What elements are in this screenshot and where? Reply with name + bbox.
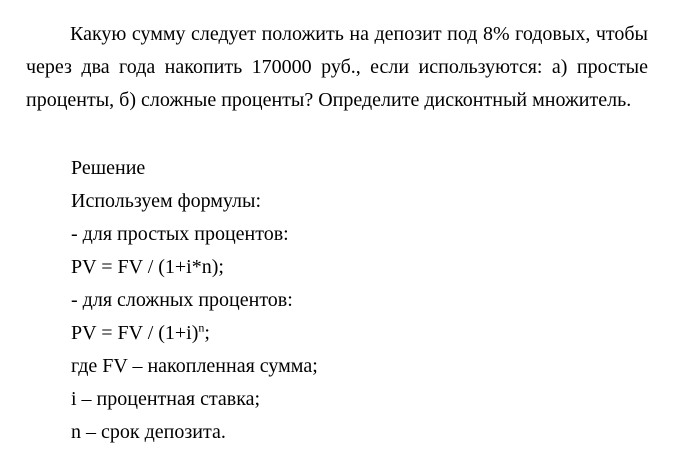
compound-formula-exponent: n <box>198 320 205 335</box>
definition-i: i – процентная ставка; <box>71 388 261 410</box>
solution-section <box>71 152 661 449</box>
simple-interest-formula: PV = FV / (1+i*n); <box>71 256 224 278</box>
compound-formula-base: PV = FV / (1+i) <box>71 322 199 344</box>
compound-formula-end: ; <box>204 322 210 344</box>
compound-interest-label: - для сложных процентов: <box>71 289 293 311</box>
simple-interest-label: - для простых процентов: <box>71 223 289 245</box>
definition-n: n – срок депозита. <box>71 421 226 443</box>
solution-intro: Используем формулы: <box>71 190 262 212</box>
problem-statement: Какую сумму следует положить на депозит под 8% годовых, чтобы через два года накопить 170000 руб., если используются: а) простые проценты, б) сложные проценты? Определите дисконтный множитель. <box>26 23 648 111</box>
definition-fv: где FV – накопленная сумма; <box>71 355 318 377</box>
solution-heading: Решение <box>71 157 146 179</box>
compound-interest-formula <box>71 317 661 350</box>
